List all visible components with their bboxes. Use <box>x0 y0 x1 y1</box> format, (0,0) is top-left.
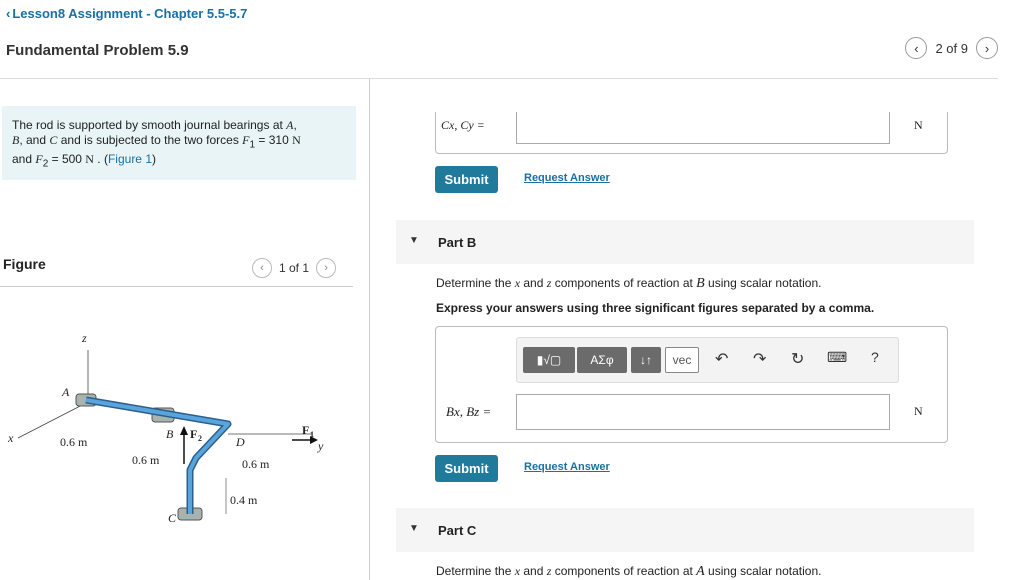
vector-button[interactable]: vec <box>665 347 699 373</box>
prev-problem-button[interactable] <box>905 37 927 59</box>
var-b: B <box>12 133 20 147</box>
question-text: and <box>520 276 547 290</box>
unit-n: N <box>292 133 301 147</box>
question-text: using scalar notation. <box>704 564 822 578</box>
var-c: C <box>49 133 58 147</box>
part-a-var-label: Cx, Cy = <box>441 118 485 132</box>
question-text: Determine the <box>436 276 515 290</box>
figure-divider <box>0 286 353 287</box>
dim-label-2: 0.6 m <box>132 453 160 467</box>
label-f2-sub: 2 <box>198 434 202 443</box>
chevron-left-icon: ‹ <box>914 40 919 56</box>
statement-text: = 500 <box>48 152 86 167</box>
chevron-right-icon: › <box>324 262 328 274</box>
next-problem-button[interactable] <box>976 37 998 59</box>
header-divider <box>0 78 998 79</box>
label-f2: F <box>190 427 198 441</box>
question-text: using scalar notation. <box>704 276 822 290</box>
label-x: x <box>8 431 14 445</box>
subscript-superscript-button[interactable]: ↓↑ <box>631 347 661 373</box>
chevron-left-icon: ‹ <box>260 262 264 274</box>
prev-figure-button[interactable] <box>252 258 272 278</box>
part-b-var-label: Bx, Bz = <box>446 404 492 419</box>
problem-statement <box>2 106 356 180</box>
problem-pager-text: 2 of 9 <box>935 40 968 56</box>
var-b: B <box>696 276 705 291</box>
var-f1: F <box>242 133 250 147</box>
question-text: Determine the <box>436 564 515 578</box>
figure-title: Figure <box>3 256 46 272</box>
redo-icon[interactable]: ↷ <box>753 351 767 368</box>
part-b-submit-button[interactable]: Submit <box>435 455 498 482</box>
var-f2: F <box>35 152 43 167</box>
figure-link[interactable]: Figure 1 <box>107 152 152 167</box>
part-b-instruction: Express your answers using three significant figures separated by a comma. <box>436 301 875 315</box>
question-text: components of reaction at <box>551 276 697 290</box>
part-b-header[interactable] <box>396 220 974 264</box>
part-b-label: Part B <box>438 235 477 250</box>
undo-icon[interactable]: ↶ <box>715 351 729 368</box>
back-to-assignment-link[interactable] <box>6 6 247 21</box>
var-x: x <box>514 276 521 290</box>
statement-text: . ( <box>93 152 108 167</box>
label-d: D <box>236 435 245 449</box>
next-figure-button[interactable] <box>316 258 336 278</box>
caret-down-icon: ▼ <box>409 235 419 246</box>
back-link-label: Lesson8 Assignment - Chapter 5.5-5.7 <box>12 6 248 21</box>
rod-figure <box>0 322 360 532</box>
var-a: A <box>286 118 294 132</box>
dim-label-1: 0.6 m <box>60 435 88 449</box>
question-text: components of reaction at <box>551 564 697 578</box>
force-f2-head <box>180 426 188 435</box>
templates-button[interactable]: ▮√▢ <box>523 347 575 373</box>
reset-icon[interactable]: ↻ <box>791 351 805 368</box>
statement-text: ) <box>152 152 156 167</box>
label-f1: F <box>302 423 310 437</box>
label-a: A <box>62 385 70 399</box>
chevron-left-icon: ‹ <box>6 6 11 21</box>
dim-label-4: 0.4 m <box>230 493 258 507</box>
statement-text: and is subjected to the two forces <box>57 133 243 147</box>
help-icon[interactable]: ? <box>871 349 879 365</box>
sub-2: 2 <box>42 158 49 170</box>
chevron-right-icon: › <box>984 40 990 56</box>
greek-symbols-button[interactable]: ΑΣφ <box>577 347 627 373</box>
unit-n: N <box>85 152 94 167</box>
caret-down-icon: ▼ <box>409 523 419 534</box>
statement-text: , and <box>19 133 50 147</box>
problem-pager <box>905 37 998 59</box>
part-c-header[interactable] <box>396 508 974 552</box>
label-b: B <box>166 427 174 441</box>
var-x: x <box>514 564 521 578</box>
keyboard-icon[interactable]: ⌨ <box>827 349 848 365</box>
part-b-question <box>436 276 821 292</box>
var-z: z <box>546 276 552 290</box>
label-z: z <box>82 331 87 345</box>
label-f1-sub: 1 <box>310 430 314 439</box>
part-b-request-answer-link[interactable]: Request Answer <box>524 461 610 473</box>
statement-text: , <box>293 118 297 132</box>
part-a-unit: N <box>914 118 923 132</box>
figure-pager <box>252 258 336 278</box>
part-a-answer-input[interactable] <box>516 112 890 144</box>
part-a-submit-button[interactable]: Submit <box>435 166 498 193</box>
dim-label-3: 0.6 m <box>242 457 270 471</box>
statement-text: = 310 <box>255 133 293 147</box>
question-text: and <box>520 564 547 578</box>
problem-title: Fundamental Problem 5.9 <box>6 42 189 59</box>
part-b-answer-input[interactable] <box>516 394 890 430</box>
part-c-label: Part C <box>438 523 477 538</box>
column-divider <box>369 79 370 580</box>
var-a: A <box>696 564 705 579</box>
label-c: C <box>168 511 177 525</box>
statement-text: and <box>12 152 36 167</box>
x-axis-line <box>18 402 88 438</box>
statement-text: The rod is supported by smooth journal bearings at <box>12 118 287 132</box>
var-z: z <box>546 564 552 578</box>
part-a-request-answer-link[interactable]: Request Answer <box>524 172 610 184</box>
label-y: y <box>318 439 324 453</box>
figure-pager-text: 1 of 1 <box>279 261 310 275</box>
math-toolbar <box>516 337 899 383</box>
part-b-unit: N <box>914 404 923 418</box>
sub-1: 1 <box>249 139 256 151</box>
part-c-question <box>436 564 821 580</box>
